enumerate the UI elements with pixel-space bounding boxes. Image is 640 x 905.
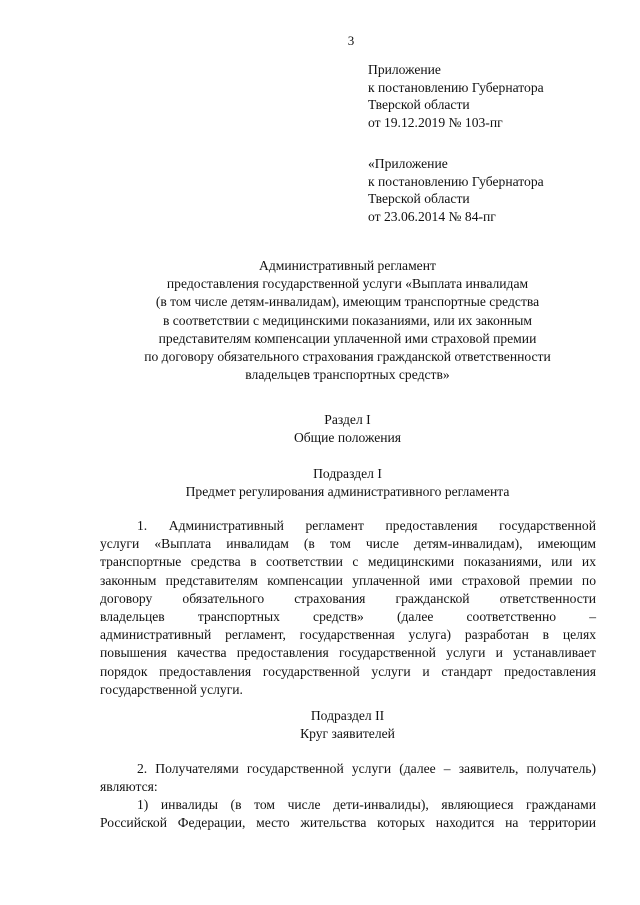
paragraph-line: порядок предоставления государственной услуги и стандарт предоставления <box>100 663 596 679</box>
subsection-number: Подраздел II <box>310 708 385 723</box>
page-number: 3 <box>347 33 355 48</box>
appendix-header-original <box>368 155 544 225</box>
appendix-line: к постановлению Губернатора <box>368 173 544 189</box>
paragraph-line: 1) инвалиды (в том числе дети-инвалиды), являющиеся гражданами <box>137 797 596 812</box>
paragraph-line: 2. Получателями государственной услуги (далее – заявитель, получатель) <box>137 761 596 776</box>
title-line: владельцев транспортных средств» <box>245 367 450 383</box>
paragraph-line: транспортные средства в соответствии с медицинскими показаниями, или их <box>100 554 596 570</box>
paragraph-2 <box>100 760 596 796</box>
subsection-heading <box>80 707 615 743</box>
appendix-header-current <box>368 61 544 131</box>
regulation-title <box>80 257 615 384</box>
paragraph-line: 1. Административный регламент предоставления государственной <box>137 518 596 533</box>
appendix-line: от 19.12.2019 № 103-пг <box>368 114 503 130</box>
title-line: в соответствии с медицинскими показаниями, или их законным <box>162 312 533 328</box>
paragraph-2-item-1 <box>100 796 596 832</box>
paragraph-1 <box>100 517 596 699</box>
appendix-line: Приложение <box>368 62 441 77</box>
appendix-line: от 23.06.2014 № 84-пг <box>368 208 496 224</box>
section-number: Раздел I <box>324 412 371 427</box>
subsection-title: Круг заявителей <box>300 726 395 742</box>
paragraph-line: Российской Федерации, место жительства которых находится на территории <box>100 815 596 831</box>
title-line: по договору обязательного страхования гражданской ответственности <box>144 349 551 365</box>
paragraph-line: владельцев транспортных средств» (далее соответственно – <box>100 608 596 624</box>
section-heading <box>80 411 615 447</box>
appendix-line: «Приложение <box>368 156 448 171</box>
title-line: представителям компенсации уплаченной ими страховой премии <box>158 330 537 346</box>
section-title: Общие положения <box>293 430 402 446</box>
subsection-number: Подраздел I <box>313 466 382 481</box>
paragraph-line: являются: <box>100 779 158 795</box>
appendix-line: Тверской области <box>368 191 470 206</box>
title-line: предоставления государственной услуги «Выплата инвалидам <box>166 276 529 292</box>
paragraph-line: услуги «Выплата инвалидам (в том числе детям-инвалидам), имеющим <box>100 536 596 552</box>
title-line: Административный регламент <box>259 258 436 273</box>
appendix-line: к постановлению Губернатора <box>368 79 544 95</box>
appendix-line: Тверской области <box>368 97 470 112</box>
subsection-heading <box>80 465 615 501</box>
subsection-title: Предмет регулирования административного регламента <box>185 484 510 500</box>
paragraph-line: административный регламент, государственная услуга) разработан в целях <box>100 627 596 643</box>
paragraph-line: договору обязательного страхования гражданской ответственности <box>100 590 596 606</box>
paragraph-line: законным представителям компенсации уплаченной ими страховой премии по <box>100 572 596 588</box>
paragraph-line: государственной услуги. <box>100 681 243 697</box>
title-line: (в том числе детям-инвалидам), имеющим транспортные средства <box>155 294 540 310</box>
paragraph-line: повышения качества предоставления государственной услуги и устанавливает <box>100 645 596 661</box>
